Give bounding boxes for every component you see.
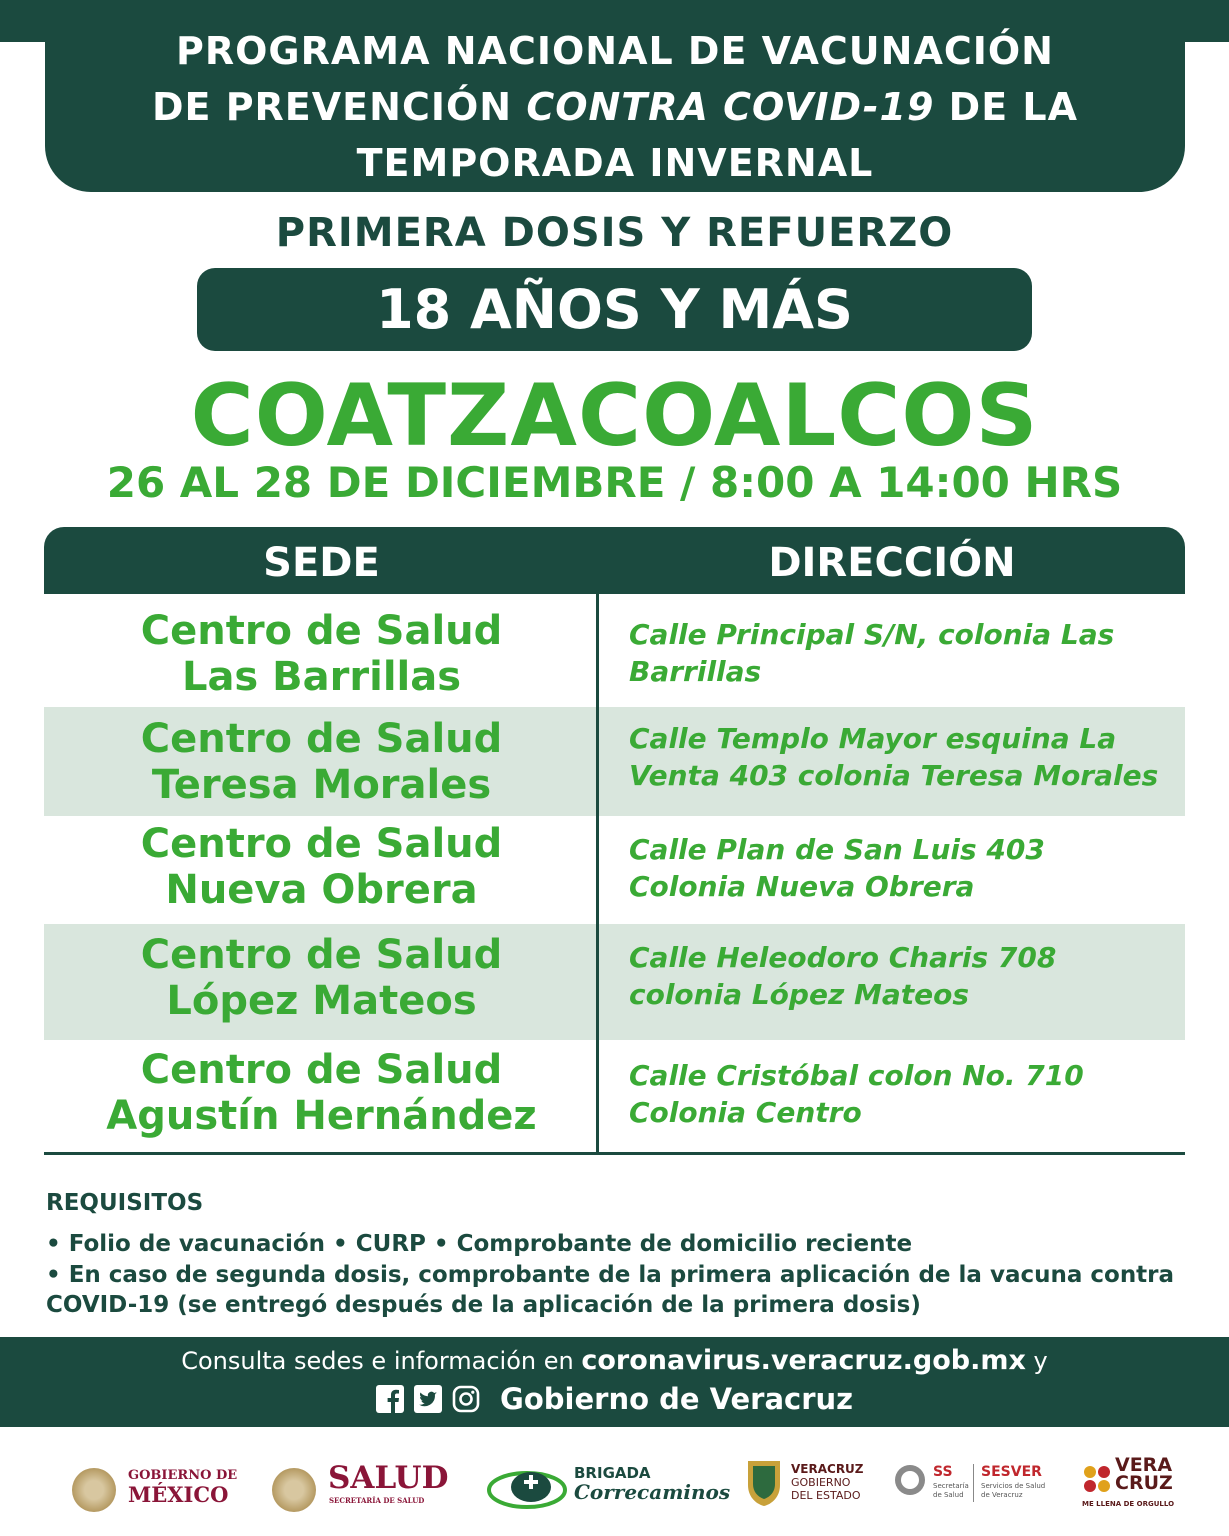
roadrunner-icon [486, 1460, 568, 1516]
sede-line-2: Las Barrillas [181, 654, 462, 700]
direccion-line-1: Calle Templo Mayor esquina La [629, 722, 1117, 755]
twitter-icon[interactable] [414, 1385, 442, 1413]
sede-line-1: Centro de Salud [140, 608, 503, 654]
dates-hours: 26 AL 28 DE DICIEMBRE / 8:00 A 14:00 HRS [106, 458, 1123, 507]
sede-line-1: Centro de Salud [140, 716, 503, 762]
header-line-1: PROGRAMA NACIONAL DE VACUNACIÓN [176, 29, 1054, 73]
consult-text-end: y [1025, 1347, 1048, 1375]
sede-line-2: López Mateos [166, 978, 477, 1024]
vera-text-2: CRUZ [1115, 1472, 1173, 1494]
sede-line-1: Centro de Salud [140, 1047, 503, 1093]
sede-line-2: Nueva Obrera [165, 867, 478, 913]
requisitos-line-1: • Folio de vacunación • CURP • Comprobante de domicilio reciente [46, 1231, 913, 1257]
ss-sesver-logo [893, 1440, 1053, 1536]
column-header-sede: SEDE [263, 540, 380, 586]
gobierno-mexico-logo [72, 1440, 242, 1536]
table-header [44, 527, 1185, 594]
veracruz-text-1: VERACRUZ [791, 1462, 864, 1476]
sede-line-1: Centro de Salud [140, 932, 503, 978]
direccion-cell [629, 939, 1185, 1013]
sede-cell [44, 821, 599, 913]
brigada-text-1: BRIGADA [574, 1464, 651, 1482]
consult-line [0, 1345, 1229, 1376]
direccion-cell [629, 616, 1185, 690]
brigada-text-2: Correcaminos [574, 1480, 731, 1504]
veracruz-gobierno-logo [745, 1440, 870, 1536]
table-row [44, 707, 1185, 816]
ss-text-2: Secretaría [933, 1482, 969, 1490]
direccion-cell [629, 720, 1185, 794]
facebook-icon[interactable] [376, 1385, 404, 1413]
veracruz-orgullo-logo [1082, 1440, 1182, 1536]
direccion-line-2: Barrillas [629, 655, 762, 688]
header-line-2 [45, 79, 1185, 135]
vera-text-3: ME LLENA DE ORGULLO [1082, 1500, 1175, 1508]
direccion-line-1: Calle Cristóbal colon No. 710 [629, 1059, 1084, 1092]
social-account-name: Gobierno de Veracruz [500, 1382, 854, 1416]
flower-pattern-icon [1082, 1464, 1112, 1494]
website-link[interactable]: coronavirus.veracruz.gob.mx [581, 1345, 1026, 1376]
table-row [44, 594, 1185, 707]
sede-cell [44, 1047, 599, 1139]
footer-band [0, 1337, 1229, 1427]
requisitos-line-3: COVID-19 (se entregó después de la aplicación de la primera dosis) [46, 1292, 921, 1318]
veracruz-shield-icon [745, 1458, 783, 1508]
ss-emblem-icon [893, 1460, 927, 1500]
direccion-cell [629, 1057, 1185, 1131]
sesver-text-3: de Veracruz [981, 1491, 1023, 1499]
direccion-line-1: Calle Plan de San Luis 403 [629, 833, 1045, 866]
subtitle: PRIMERA DOSIS Y REFUERZO [275, 210, 954, 256]
veracruz-text-2: GOBIERNO [791, 1476, 851, 1489]
direccion-line-2: Venta 403 colonia Teresa Morales [629, 759, 1159, 792]
logo-divider [973, 1464, 974, 1502]
ss-text-3: de Salud [933, 1491, 964, 1499]
gob-mexico-text-1: GOBIERNO DE [128, 1468, 238, 1483]
sesver-text-1: SESVER [981, 1464, 1042, 1480]
ss-text-1: SS [933, 1464, 953, 1480]
sesver-text-2: Servicios de Salud [981, 1482, 1046, 1490]
requisitos-title: REQUISITOS [46, 1190, 204, 1216]
direccion-line-2: colonia López Mateos [629, 978, 970, 1011]
veracruz-text-3: DEL ESTADO [791, 1489, 861, 1502]
social-line [0, 1382, 1229, 1416]
table-bottom-rule [44, 1152, 1185, 1155]
gob-mexico-text-2: MÉXICO [128, 1482, 229, 1507]
direccion-cell [629, 831, 1185, 905]
brigada-correcaminos-logo [486, 1440, 731, 1536]
table-row [44, 1040, 1185, 1152]
vera-text-1: VERA [1115, 1454, 1173, 1476]
header-line-2-emphasis: CONTRA COVID-19 [526, 85, 935, 129]
city-title: COATZACOALCOS [190, 366, 1039, 466]
sede-line-2: Agustín Hernández [106, 1093, 537, 1139]
direccion-line-2: Colonia Centro [629, 1096, 862, 1129]
logos-bar [0, 1440, 1229, 1536]
sede-cell [44, 608, 599, 700]
column-divider [596, 594, 599, 1153]
salud-text-2: SECRETARÍA DE SALUD [329, 1496, 425, 1505]
direccion-line-2: Colonia Nueva Obrera [629, 870, 975, 903]
mexico-seal-icon [72, 1468, 116, 1512]
table-row [44, 816, 1185, 924]
sede-line-2: Teresa Morales [151, 762, 492, 808]
salud-seal-icon [272, 1468, 316, 1512]
sede-cell [44, 716, 599, 808]
header-line-2-post: DE LA [934, 85, 1079, 129]
header-line-2-pre: DE PREVENCIÓN [151, 85, 527, 129]
sede-line-1: Centro de Salud [140, 821, 503, 867]
instagram-icon[interactable] [452, 1385, 480, 1413]
direccion-line-1: Calle Heleodoro Charis 708 [629, 941, 1057, 974]
header-line-3: TEMPORADA INVERNAL [356, 141, 874, 185]
direccion-line-1: Calle Principal S/N, colonia Las [629, 618, 1115, 651]
salud-text-1: SALUD [328, 1460, 449, 1496]
age-badge: 18 AÑOS Y MÁS [197, 268, 1032, 351]
sede-cell [44, 932, 599, 1024]
consult-text: Consulta sedes e información en [181, 1347, 582, 1375]
table-row [44, 924, 1185, 1040]
salud-logo [272, 1440, 457, 1536]
column-header-direccion: DIRECCIÓN [768, 540, 1016, 586]
requisitos-line-2: • En caso de segunda dosis, comprobante de la primera aplicación de la vacuna contra [46, 1262, 1175, 1288]
header-banner [45, 0, 1185, 192]
